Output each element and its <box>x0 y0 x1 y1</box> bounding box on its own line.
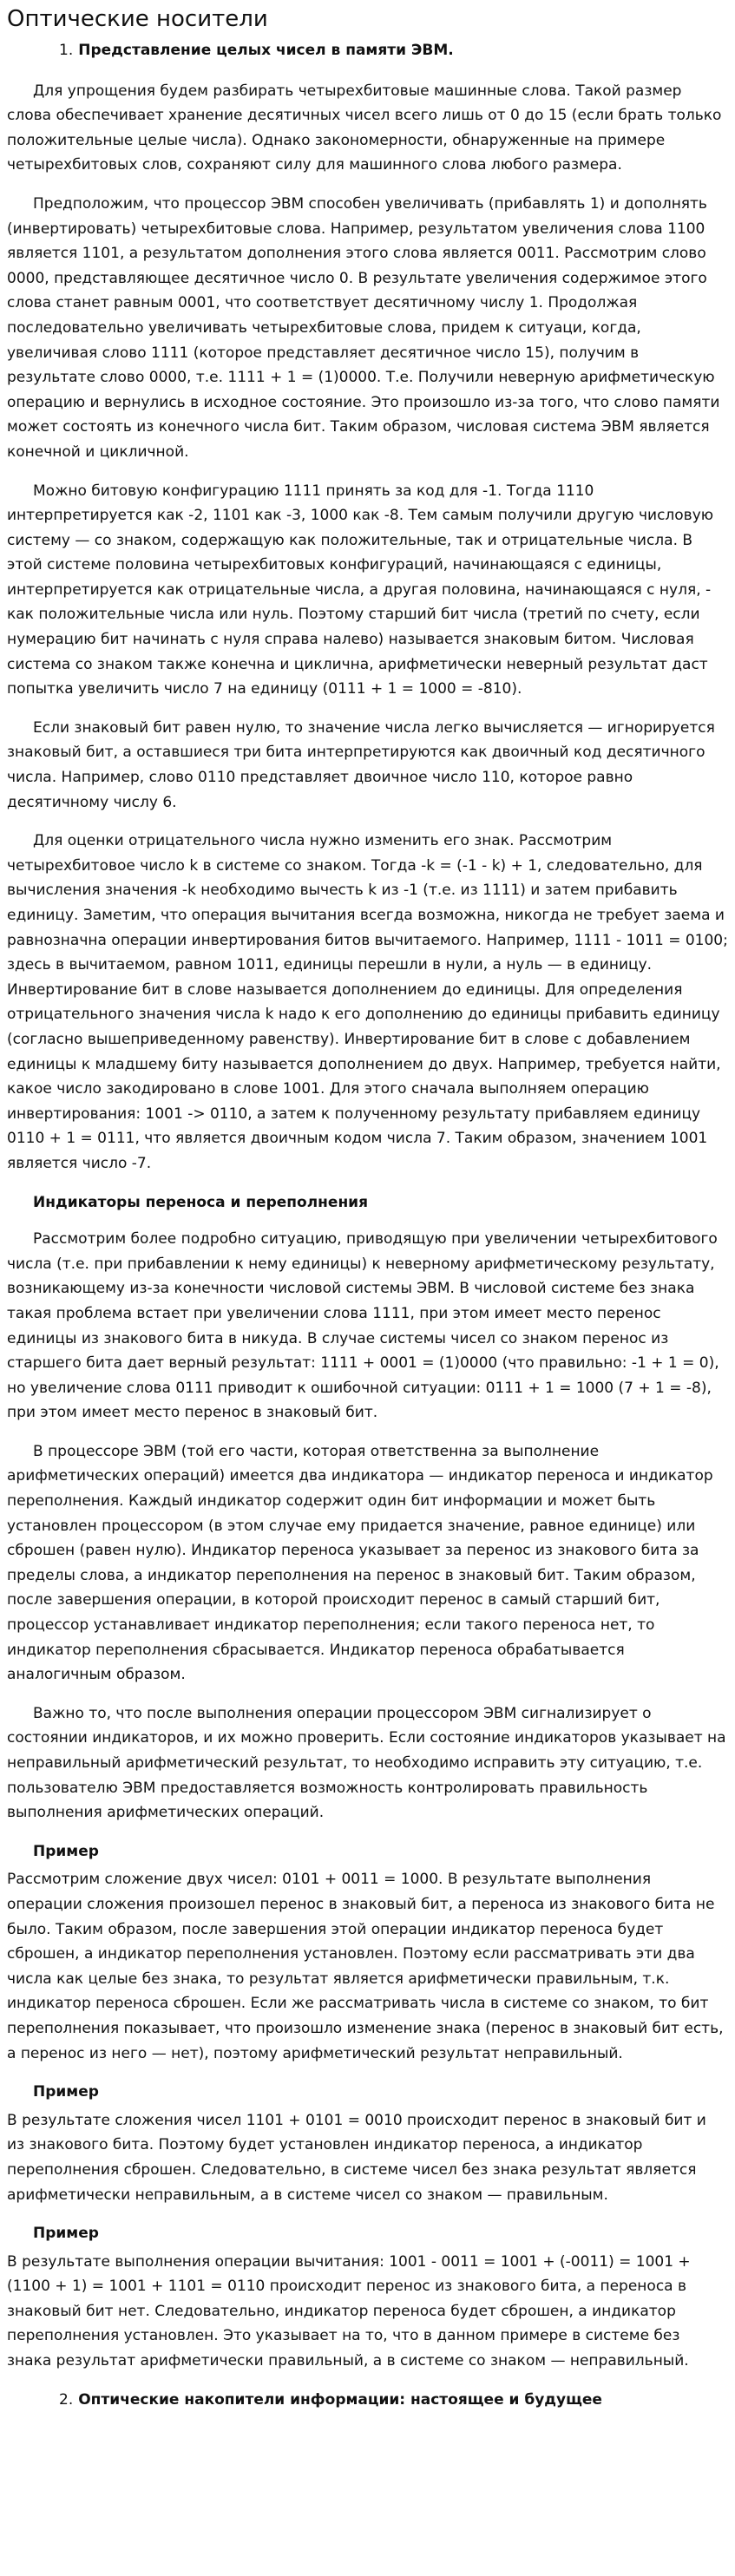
paragraph-2: Предположим, что процессор ЭВМ способен увеличивать (прибавлять 1) и дополнять (инвертировать) четырехбитовые слова. Например, результатом увеличения слова 1100 является 1101, а результатом дополнения этого слова является 0011. Рассмотрим слово 0000, представляющее десятичное число 0. В результате увеличения содержимое этого слова станет равным 0001, что соответствует десятичному числу 1. Продолжая последовательно увеличивать четырехбитовые слова, придем к ситуаци, когда, увеличивая слово 1111 (которое представляет десятичное число 15), получим в результате слово 0000, т.е. 1111 + 1 = (1)0000. Т.е. Получили неверную арифметическую операцию и вернулись в исходное состояние. Это произошло из-за того, что слово памяти может состоять из конечного числа бит. Таким образом, числовая система ЭВМ является конечной и цикличной. <box>7 194 720 461</box>
paragraph-5: Для оценки отрицательного числа нужно изменить его знак. Рассмотрим четырехбитовое число k в системе со знаком. Тогда -k = (-1 - k) + 1, следовательно, для вычисления значения -k необходимо вычесть k из -1 (т.е. из 1111) и затем прибавить единицу. Заметим, что операция вычитания всегда возможна, никогда не требует заема и равнозначна операции инвертирования битов вычитаемого. Например, 1111 - 1011 = 0100; здесь в вычитаемом, равном 1011, единицы перешли в нули, а нуль — в единицу. Инвертирование бит в слове называется дополнением до единицы. Для определения отрицательного значения числа k надо к его дополнению до единицы прибавить единицу (согласно вышеприведенному равенству). Инвертирование бит в слове с добавлением единицы к младшему биту называется дополнением до двух. Например, требуется найти, какое число закодировано в слове 1001. Для этого сначала выполняем операцию инвертирования: 1001 -> 0110, а затем к полученному результату прибавляем единицу 0110 + 1 = 0111, что является двоичным кодом числа 7. Таким образом, значением 1001 является число -7. <box>7 832 728 1172</box>
example-2-heading: Пример <box>33 2083 99 2101</box>
example-1-text: Рассмотрим сложение двух чисел: 0101 + 0011 = 1000. В результате выполнения операции сложения произошел перенос в знаковый бит, а переноса из знакового бита не было. Таким образом, после завершения этой операции индикатор переноса будет сброшен, а индикатор переполнения установлен. Поэтому если рассматривать эти два числа как целые без знака, то результат является арифметически правильным, т.к. индикатор переноса сброшен. Если же рассматривать числа в системе со знаком, то бит переполнения показывает, что произошло изменение знака (перенос в знаковый бит есть, а перенос из него — нет), поэтому арифметический результат неправильный. <box>7 1871 724 2062</box>
paragraph-6: Рассмотрим более подробно ситуацию, приводящую при увеличении четырехбитового числа (т.е. при прибавлении к нему единицы) к неверному арифметическому результату, возникающему из-за конечности числовой системы ЭВМ. В числовой системе без знака такая проблема встает при увеличении слова 1111, при этом имеет место перенос единицы из знакового бита в никуда. В случае системы чисел со знаком перенос из старшего бита дает верный результат: 1111 + 0001 = (1)0000 (что правильно: -1 + 1 = 0), но увеличение слова 0111 приводит к ошибочной ситуации: 0111 + 1 = 1000 (7 + 1 = -8), при этом имеет место перенос в знаковый бит. <box>7 1230 719 1422</box>
section-2-number: 2. <box>59 2390 74 2409</box>
page-title: Оптические носители <box>7 6 268 32</box>
example-3-text: В результате выполнения операции вычитания: 1001 - 0011 = 1001 + (-0011) = 1001 + (1100 + 1) = 1001 + 1101 = 0110 происходит перенос из знакового бита, а переноса в знаковый бит нет. Следовательно, индикатор переноса будет сброшен, а индикатор переполнения установлен. Это указывает на то, что в данном примере в системе без знака результат арифметически правильный, а в системе со знаком — неправильный. <box>7 2252 691 2370</box>
section-1-heading <box>7 38 728 63</box>
example-2-text: В результате сложения чисел 1101 + 0101 = 0010 происходит перенос в знаковый бит и из знакового бита. Поэтому будет установлен индикатор переноса, а индикатор переполнения сброшен. Следовательно, в системе чисел без знака результат является арифметически неправильным, а в системе чисел со знаком — правильным. <box>7 2111 706 2204</box>
section-1-title: Представление целых чисел в памяти ЭВМ. <box>78 42 454 59</box>
section-2-title: Оптические накопители информации: настоящее и будущее <box>78 2390 602 2409</box>
example-1-heading: Пример <box>33 1842 99 1860</box>
paragraph-8: Важно то, что после выполнения операции процессором ЭВМ сигнализирует о состоянии индикаторов, и их можно проверить. Если состояние индикаторов указывает на неправильный арифметический результат, то необходимо исправить эту ситуацию, т.е. пользователю ЭВМ предоставляется возможность контролировать правильность выполнения арифметических операций. <box>7 1704 726 1822</box>
paragraph-7: В процессоре ЭВМ (той его части, которая ответственна за выполнение арифметических операций) имеется два индикатора — индикатор переноса и индикатор переполнения. Каждый индикатор содержит один бит информации и может быть установлен процессором (в этом случае ему придается значение, равное единице) или сброшен (равен нулю). Индикатор переноса указывает за перенос из знакового бита за пределы слова, а индикатор переполнения на перенос в знаковый бит. Таким образом, после завершения операции, в которой происходит перенос в самый старший бит, процессор устанавливает индикатор переполнения; если такого переноса нет, то индикатор переполнения сбрасывается. Индикатор переноса обрабатывается аналогичным образом. <box>7 1442 713 1684</box>
paragraph-4: Если знаковый бит равен нулю, то значение числа легко вычисляется — игнорируется знаковый бит, а оставшиеся три бита интерпретируются как двоичный код десятичного числа. Например, слово 0110 представляет двоичное число 110, которое равно десятичному числу 6. <box>7 718 715 811</box>
section-2-heading <box>7 2388 728 2413</box>
section-1-number: 1. <box>59 42 74 59</box>
example-3-heading: Пример <box>33 2225 99 2243</box>
paragraph-1: Для упрощения будем разбирать четырехбитовые машинные слова. Такой размер слова обеспечивает хранение десятичных чисел всего лишь от 0 до 15 (если брать только положительные целые числа). Однако закономерности, обнаруженные на примере четырехбитовых слов, сохраняют силу для машинного слова любого размера. <box>7 82 722 174</box>
paragraph-3: Можно битовую конфигурацию 1111 принять за код для -1. Тогда 1110 интерпретируется как -2, 1101 как -3, 1000 как -8. Тем самым получили другую числовую систему — со знаком, содержащую как положительные, так и отрицательные числа. В этой системе половина четырехбитовых конфигураций, начинающаяся с единицы, интерпретируется как отрицательные числа, а другая половина, начинающаяся с нуля, - как положительные числа или нуль. Поэтому старший бит числа (третий по счету, если нумерацию бит начинать с нуля справа налево) называется знаковым битом. Числовая система со знаком также конечна и циклична, арифметически неверный результат даст попытка увеличить число 7 на единицу (0111 + 1 = 1000 = -810). <box>7 482 714 698</box>
indicators-heading: Индикаторы переноса и переполнения <box>33 1193 369 1211</box>
